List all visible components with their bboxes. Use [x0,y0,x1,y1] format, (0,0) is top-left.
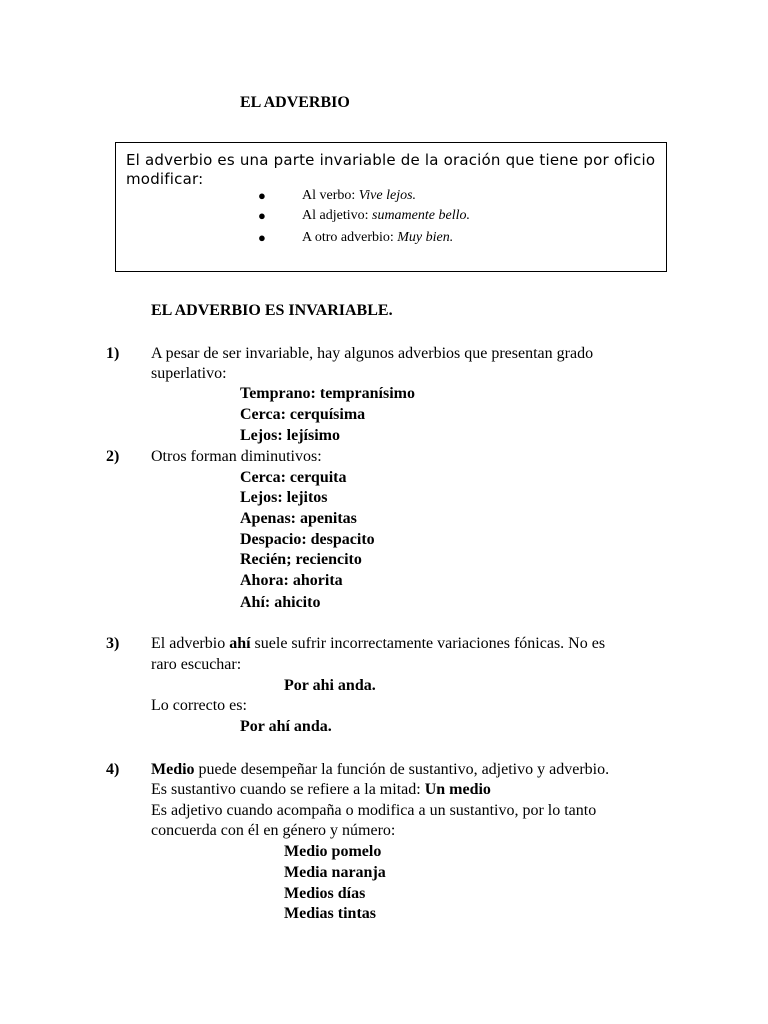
page-title: EL ADVERBIO [240,94,350,111]
section-heading: EL ADVERBIO ES INVARIABLE. [151,302,393,319]
highlighted-word: ahí [229,635,251,652]
point-number: 4) [106,761,120,778]
bullet-label: Al adjetivo: [302,208,372,223]
point-text: El adverbio ahí suele sufrir incorrectamente variaciones fónicas. No es [151,635,606,652]
example-item: Medio pomelo [284,843,382,860]
example-item: Por ahi anda. [284,677,376,694]
point-text: Otros forman diminutivos: [151,448,322,465]
example-item: Lejos: lejísimo [240,427,340,444]
bullet-example: Muy bien. [397,230,454,245]
bullet-icon: ● [258,188,266,203]
point-number: 1) [106,345,120,362]
example-item: Temprano: tempranísimo [240,385,415,402]
point-text: raro escuchar: [151,656,242,673]
example-item: Ahora: ahorita [240,572,343,589]
example-item: Cerca: cerquísima [240,406,366,423]
point-number: 2) [106,448,120,465]
point-text: superlativo: [151,365,227,382]
point-text: Lo correcto es: [151,697,247,714]
point-text: A pesar de ser invariable, hay algunos adverbios que presentan grado [151,345,594,362]
example-item: Lejos: lejitos [240,489,328,506]
highlighted-word: Medio [151,761,195,778]
point-text: Medio puede desempeñar la función de sustantivo, adjetivo y adverbio. [151,761,610,778]
example-item: Por ahí anda. [240,718,332,735]
example-item: Media naranja [284,864,386,881]
bullet-label: Al verbo: [302,188,359,203]
example-item: Recién; reciencito [240,551,362,568]
bullet-icon: ● [258,230,266,245]
point-text: concuerda con él en género y número: [151,822,396,839]
point-text: Es adjetivo cuando acompaña o modifica a un sustantivo, por lo tanto [151,802,597,819]
bullet-label: A otro adverbio: [302,230,398,245]
bullet-example: Vive lejos. [358,188,417,203]
bullet-icon: ● [258,208,266,223]
point-text: Es sustantivo cuando se refiere a la mitad: Un medio [151,781,491,798]
bullet-example: sumamente bello. [372,208,470,223]
example-item: Medias tintas [284,905,376,922]
example-item: Cerca: cerquita [240,469,347,486]
point-number: 3) [106,635,120,652]
example-item: Medios días [284,885,366,902]
example-item: Apenas: apenitas [240,510,357,527]
example-item: Ahí: ahicito [240,594,321,611]
highlighted-word: Un medio [424,781,491,798]
example-item: Despacio: despacito [240,531,375,548]
definition-intro: El adverbio es una parte invariable de la oración que tiene por oficio modificar: [126,151,656,188]
